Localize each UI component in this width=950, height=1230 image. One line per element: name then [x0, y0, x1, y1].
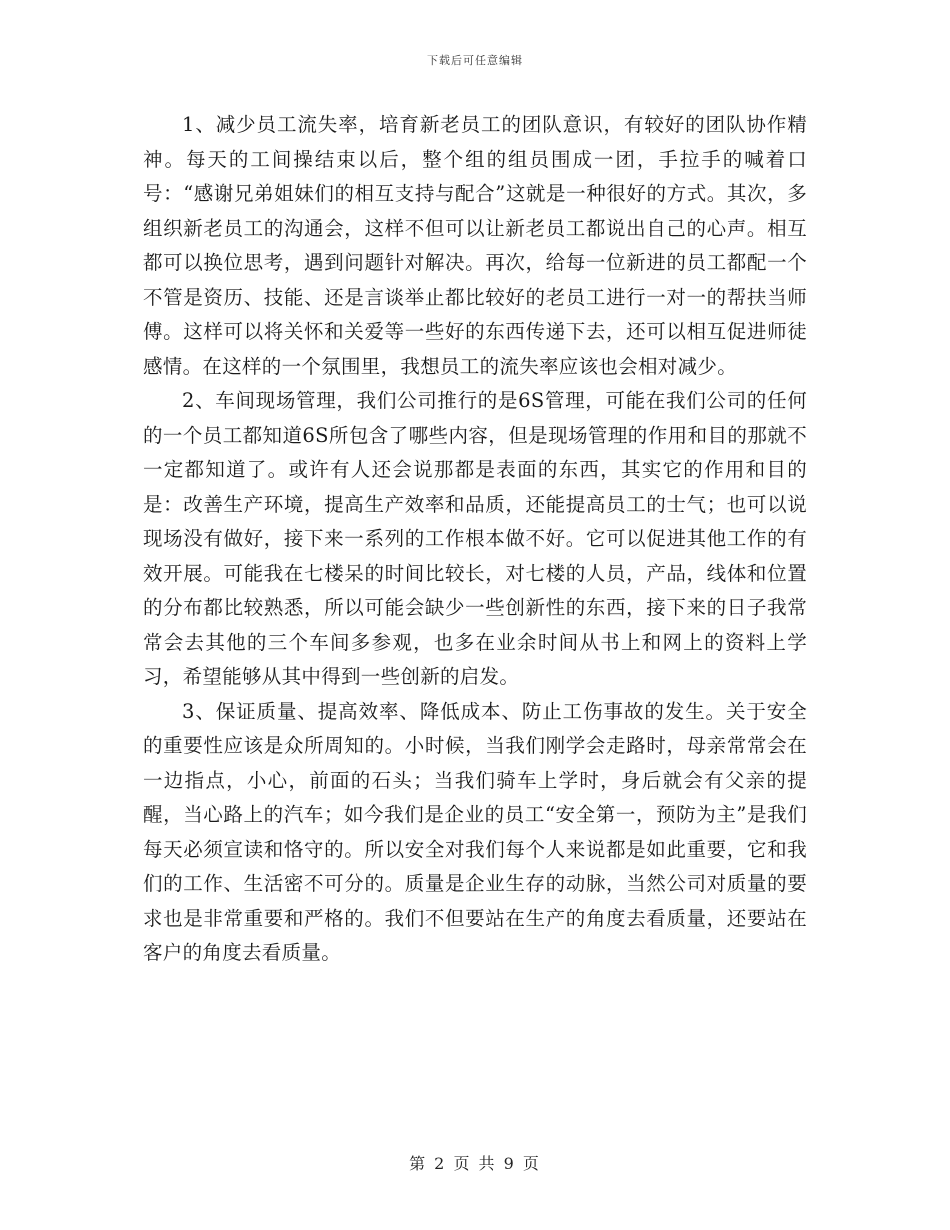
paragraph-1: 1、减少员工流失率，培育新老员工的团队意识，有较好的团队协作精神。每天的工间操结束以后，整个组的组员围成一团，手拉手的喊着口号：“感谢兄弟姐妹们的相互支持与配合”这就是一种很好的方式。其次，多组织新老员工的沟通会，这样不但可以让新老员工都说出自己的心声。相互都可以换位思考，遇到问题针对解决。再次，给每一位新进的员工都配一个不管是资历、技能、还是言谈举止都比较好的老员工进行一对一的帮扶当师傅。这样可以将关怀和关爱等一些好的东西传递下去，还可以相互促进师徒感情。在这样的一个氛围里，我想员工的流失率应该也会相对减少。 — [143, 113, 807, 378]
document-body — [143, 108, 807, 971]
paragraph-3: 3、保证质量、提高效率、降低成本、防止工伤事故的发生。关于安全的重要性应该是众所周知的。小时候，当我们刚学会走路时，母亲常常会在一边指点，小心，前面的石头；当我们骑车上学时，身后就会有父亲的提醒，当心路上的汽车；如今我们是企业的员工“安全第一，预防为主”是我们每天必须宣读和恪守的。所以安全对我们每个人来说都是如此重要，它和我们的工作、生活密不可分的。质量是企业生存的动脉，当然公司对质量的要求也是非常重要和严格的。我们不但要站在生产的角度去看质量，还要站在客户的角度去看质量。 — [143, 699, 807, 964]
paragraph-2: 2、车间现场管理，我们公司推行的是6S管理，可能在我们公司的任何的一个员工都知道6S所包含了哪些内容，但是现场管理的作用和目的那就不一定都知道了。或许有人还会说那都是表面的东西，其实它的作用和目的是：改善生产环境，提高生产效率和品质，还能提高员工的士气；也可以说现场没有做好，接下来一系列的工作根本做不好。它可以促进其他工作的有效开展。可能我在七楼呆的时间比较长，对七楼的人员，产品，线体和位置的分布都比较熟悉，所以可能会缺少一些创新性的东西，接下来的日子我常常会去其他的三个车间多参观，也多在业余时间从书上和网上的资料上学习，希望能够从其中得到一些创新的启发。 — [143, 389, 807, 688]
page-header-note: 下载后可任意编辑 — [427, 54, 523, 67]
page-number-footer: 第 2 页 共 9 页 — [409, 1154, 541, 1173]
